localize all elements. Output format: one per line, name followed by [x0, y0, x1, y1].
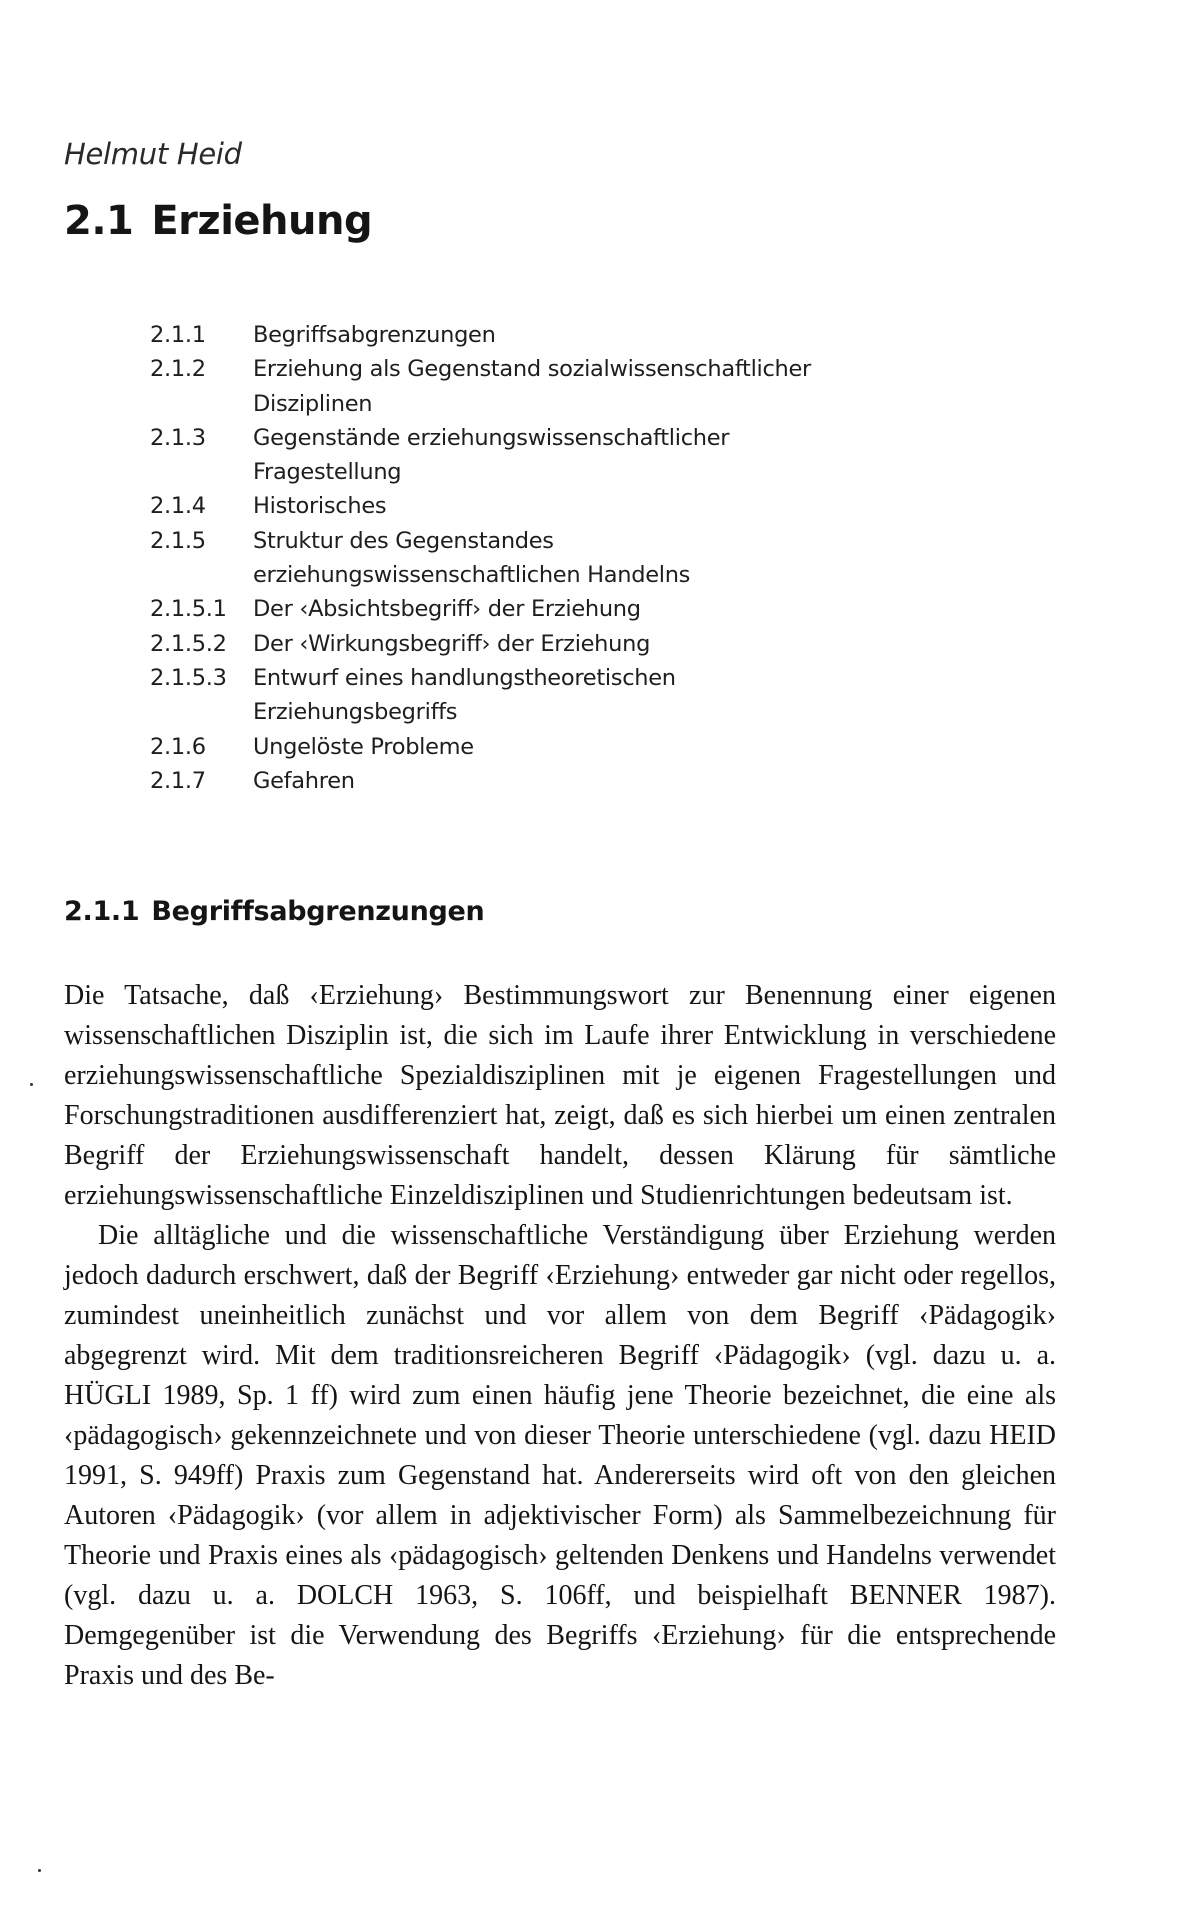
toc-number: 2.1.6	[150, 733, 206, 760]
toc-number: 2.1.5	[150, 527, 206, 554]
toc-item	[150, 352, 950, 421]
toc-item	[150, 318, 950, 352]
toc-number: 2.1.2	[150, 356, 206, 383]
toc-label: Struktur des Gegenstandes erziehungswissenschaftlichen Handelns	[253, 527, 691, 589]
margin-dot	[30, 1083, 33, 1086]
toc-number: 2.1.5.1	[150, 596, 227, 623]
toc-label: Historisches	[253, 493, 387, 520]
toc-label: Ungelöste Probleme	[253, 733, 474, 760]
author-name: Helmut Heid	[64, 137, 242, 171]
toc-label: Begriffsabgrenzungen	[253, 322, 496, 348]
section-number: 2.1.1	[64, 896, 140, 927]
toc-item	[150, 661, 950, 730]
toc-item	[150, 730, 950, 764]
toc-number: 2.1.5.3	[150, 664, 227, 691]
section-title: Begriffsabgrenzungen	[151, 896, 485, 927]
toc-label: Der ‹Wirkungsbegriff› der Erziehung	[253, 630, 651, 657]
toc-item	[150, 489, 950, 523]
toc-number: 2.1.3	[150, 424, 206, 451]
toc-number: 2.1.4	[150, 493, 206, 520]
toc-label: Der ‹Absichtsbegriff› der Erziehung	[253, 596, 641, 623]
toc-item	[150, 764, 950, 798]
chapter-title-text: Erziehung	[151, 198, 373, 244]
toc-item	[150, 627, 950, 661]
table-of-contents	[150, 318, 950, 798]
body-text	[64, 976, 1056, 1696]
paragraph: Die Tatsache, daß ‹Erziehung› Bestimmungswort zur Benennung einer eigenen wissenschaftlichen Disziplin ist, die sich im Laufe ihrer Entwicklung in verschiedene erziehungswissenschaftliche Spezialdisziplinen mit je eigenen Fragestellungen und Forschungstraditionen ausdifferenziert hat, zeigt, daß es sich hierbei um einen zentralen Begriff der Erziehungswissenschaft handelt, dessen Klärung für sämtliche erziehungswissenschaftliche Einzeldisziplinen und Studienrichtungen bedeutsam ist.	[64, 980, 1056, 1211]
chapter-number: 2.1	[64, 198, 134, 244]
section-heading	[64, 896, 484, 927]
toc-item	[150, 421, 950, 490]
toc-number: 2.1.5.2	[150, 630, 227, 657]
toc-label: Entwurf eines handlungstheoretischen Erziehungsbegriffs	[253, 664, 676, 726]
toc-item	[150, 592, 950, 626]
toc-number: 2.1.7	[150, 767, 206, 794]
toc-label: Gefahren	[253, 767, 355, 794]
toc-item	[150, 524, 950, 593]
margin-dot	[38, 1869, 41, 1872]
chapter-title	[64, 198, 372, 244]
paragraph: Die alltägliche und die wissenschaftliche Verständigung über Erziehung werden jedoch dadurch erschwert, daß der Begriff ‹Erziehung› entweder gar nicht oder regellos, zumindest uneinheitlich zunächst und vor allem von dem Begriff ‹Pädagogik› abgegrenzt wird. Mit dem traditionsreicheren Begriff ‹Pädagogik› (vgl. dazu u. a. HÜGLI 1989, Sp. 1 ff) wird zum einen häufig jene Theorie bezeichnet, die eine als ‹pädagogisch› gekennzeichnete und von dieser Theorie unterschiedene (vgl. dazu HEID 1991, S. 949ff) Praxis zum Gegenstand hat. Andererseits wird oft von den gleichen Autoren ‹Pädagogik› (vor allem in adjektivischer Form) als Sammelbezeichnung für Theorie und Praxis eines als ‹pädagogisch› geltenden Denkens und Handelns verwendet (vgl. dazu u. a. DOLCH 1963, S. 106ff, und beispielhaft BENNER 1987). Demgegenüber ist die Verwendung des Begriffs ‹Erziehung› für die entsprechende Praxis und des Be-	[64, 1220, 1056, 1691]
toc-label: Erziehung als Gegenstand sozialwissenschaftlicher Disziplinen	[253, 356, 811, 417]
toc-label: Gegenstände erziehungswissenschaftlicher Fragestellung	[253, 424, 730, 486]
toc-number: 2.1.1	[150, 322, 206, 348]
